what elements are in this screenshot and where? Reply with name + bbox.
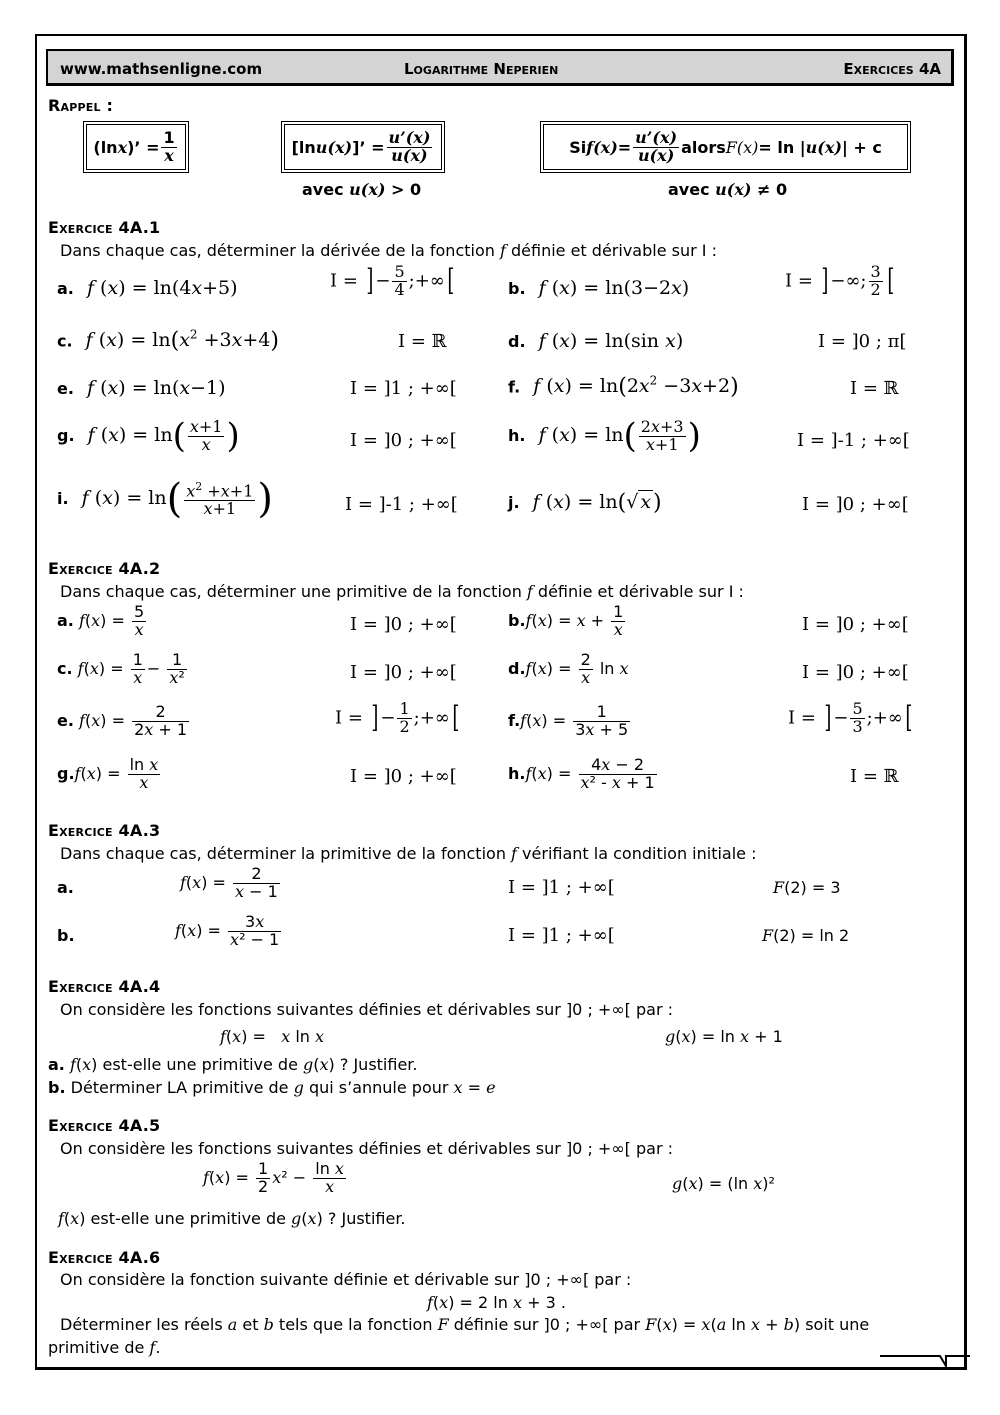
f3-rest: = ln | bbox=[758, 137, 806, 157]
ex2-d-label: d. bbox=[508, 658, 526, 678]
ex1-item-a: a. f (x) = ln(4x+5) bbox=[57, 277, 238, 299]
ex1-item-g: g. f (x) = ln( $\frac{x+1}{x}$ ) bbox=[57, 416, 240, 456]
f3-ux: u(x) bbox=[805, 137, 842, 157]
ex3-a-interval: I = ]1 ; +∞[ bbox=[508, 877, 615, 898]
f3-fx: f(x) bbox=[586, 137, 618, 157]
page-corner-mark bbox=[880, 1354, 970, 1368]
f2-x: (x) bbox=[327, 137, 353, 157]
ex2-c-interval: I = ]0 ; +∞[ bbox=[350, 662, 457, 683]
f1-fraction bbox=[161, 127, 176, 165]
ex5-g-def: g(x) = (ln x)² bbox=[672, 1174, 775, 1193]
ex2-f-label: f. bbox=[508, 710, 521, 730]
ex1-i-interval: I = ]-1 ; +∞[ bbox=[345, 494, 458, 515]
ex1-i-label: i. bbox=[57, 489, 69, 508]
f2-cond-post: > 0 bbox=[385, 180, 422, 199]
f2-fraction bbox=[387, 127, 433, 165]
rappel-formula-ln-u-derivative bbox=[284, 124, 442, 170]
ex3-intro-pre: Dans chaque cas, déterminer la primitive de la fonction bbox=[60, 844, 512, 863]
ex3-b-expr: f(x) = $\frac{3x}{\text{x² − 1}}$ bbox=[175, 912, 280, 949]
ex5-heading: Exercice 4A.5 bbox=[48, 1116, 161, 1135]
ex5-intro: On considère les fonctions suivantes définies et dérivables sur ]0 ; +∞[ par : bbox=[60, 1139, 673, 1158]
f3-cond-post: ≠ 0 bbox=[751, 180, 788, 199]
ex1-item-c: c. f $(x) = \ln(x^2 +3x+4)$ bbox=[57, 328, 279, 354]
ex3-heading: Exercice 4A.3 bbox=[48, 821, 161, 840]
ex6-f-def: f(x) = 2 ln x + 3 . bbox=[427, 1293, 566, 1312]
ex6-question-line2: primitive de f. bbox=[48, 1338, 161, 1357]
page-title: Logarithme Neperien bbox=[404, 60, 559, 78]
f3-fraction bbox=[633, 127, 679, 165]
ex3-b-label: b. bbox=[57, 926, 75, 945]
ex2-a-interval: I = ]0 ; +∞[ bbox=[350, 614, 457, 635]
ex1-h-interval: I = ]-1 ; +∞[ bbox=[797, 430, 910, 451]
ex3-intro-post: vérifiant la condition initiale : bbox=[516, 844, 757, 863]
ex1-a-interval: I = ] − $\frac{5}{4}$ ;+∞[ bbox=[330, 262, 455, 299]
ex2-item-a: a. f(x) = $\frac{5}{x}$ bbox=[57, 602, 145, 639]
ex2-intro-f: f bbox=[526, 582, 533, 601]
ex2-c-label: c. bbox=[57, 658, 73, 678]
ex1-j-label: j. bbox=[508, 493, 520, 512]
exercises-label: Exercices 4A bbox=[843, 60, 941, 78]
ex6-intro: On considère la fonction suivante définie et dérivable sur ]0 ; +∞[ par : bbox=[60, 1270, 632, 1289]
ex4-question-b: b. Déterminer LA primitive de g qui s’annule pour x = e bbox=[48, 1078, 496, 1097]
ex3-intro bbox=[60, 844, 757, 863]
ex5-question: f(x) est-elle une primitive de g(x) ? Justifier. bbox=[58, 1209, 406, 1228]
f2-den: u(x) bbox=[391, 145, 428, 165]
ex1-intro-post: définie et dérivable sur I : bbox=[505, 241, 717, 260]
f2-mid: ]’ = bbox=[352, 137, 385, 157]
ex1-f-label: f. bbox=[508, 377, 521, 397]
ex3-b-interval: I = ]1 ; +∞[ bbox=[508, 925, 615, 946]
ex2-item-c: c. f(x) = $\frac{1}{x}$ − $\frac{1}{\text{x²}}$ bbox=[57, 650, 185, 687]
ex2-d-interval: I = ]0 ; +∞[ bbox=[802, 662, 909, 683]
ex1-item-d: d. f (x) = ln(sin x) bbox=[508, 330, 684, 352]
sr-only-text bbox=[0, 0, 1, 1]
ex1-intro-pre: Dans chaque cas, déterminer la dérivée de la fonction bbox=[60, 241, 500, 260]
f2-cond-math: u(x) bbox=[349, 180, 386, 199]
rappel-heading: Rappel : bbox=[48, 96, 114, 115]
ex1-g-label: g. bbox=[57, 426, 75, 445]
f3-alors: alors bbox=[681, 137, 726, 157]
ex1-d-label: d. bbox=[508, 332, 526, 351]
ex2-item-e: e. f(x) = $\frac{2}{2x + 1}$ bbox=[57, 702, 188, 739]
ex4-intro: On considère les fonctions suivantes définies et dérivables sur ]0 ; +∞[ par : bbox=[60, 1000, 673, 1019]
ex4-g-def: g(x) = ln x + 1 bbox=[665, 1027, 783, 1046]
ex1-b-label: b. bbox=[508, 279, 526, 298]
ex1-item-h: h. f (x) = ln( $\frac{2x+3}{x+1}$ ) bbox=[508, 416, 701, 456]
ex1-intro-f: f bbox=[499, 241, 506, 260]
ex1-e-interval: I = ]1 ; +∞[ bbox=[350, 378, 457, 399]
ex2-b-interval: I = ]0 ; +∞[ bbox=[802, 614, 909, 635]
ex3-a-condition: F(2) = 3 bbox=[773, 878, 841, 897]
ex2-item-g: g.f(x) = $\frac{\text{ln x}}{x}$ bbox=[57, 755, 159, 792]
ex1-item-i: i. f (x) = ln( $\frac{x^2 +x+1}{x+1}$ ) bbox=[57, 476, 273, 522]
f3-condition bbox=[668, 180, 787, 199]
ex4-qb-label: b. bbox=[48, 1078, 66, 1097]
ex1-j-interval: I = ]0 ; +∞[ bbox=[802, 494, 909, 515]
ex1-item-f: f. f $(x) = \ln(2x^2 -3x+2)$ bbox=[508, 374, 739, 400]
ex1-item-j: j. f (x) = ln(√ x) bbox=[508, 490, 662, 516]
f3-pre: Si bbox=[569, 137, 587, 157]
ex6-heading: Exercice 4A.6 bbox=[48, 1248, 161, 1267]
ex2-a-label: a. bbox=[57, 610, 74, 630]
f2-num: u’(x) bbox=[388, 127, 431, 147]
ex3-intro-f: f bbox=[511, 844, 517, 863]
f3-num: u’(x) bbox=[635, 127, 678, 147]
ex2-intro-pre: Dans chaque cas, déterminer une primitive de la fonction bbox=[60, 582, 527, 601]
f1-den: x bbox=[164, 145, 174, 165]
ex3-a-label: a. bbox=[57, 878, 74, 897]
ex1-c-interval: I = ℝ bbox=[398, 331, 447, 352]
f2-u: u bbox=[315, 137, 328, 157]
ex2-item-h: h.f(x) = $\frac{4x - 2}{\text{x² - x + 1}}$ bbox=[508, 755, 655, 792]
ex2-item-f: f.f(x) = $\frac{1}{3x + 5}$ bbox=[508, 702, 629, 739]
ex5-f-def: f(x) = $\frac{1}{2}$ x² − $\frac{\text{ln x}}{x}$ bbox=[203, 1159, 344, 1196]
ex1-e-label: e. bbox=[57, 379, 74, 398]
ex4-f-def: f(x) = x ln x bbox=[220, 1027, 325, 1046]
page-header bbox=[46, 49, 954, 86]
ex1-intro bbox=[60, 241, 717, 260]
ex2-intro bbox=[60, 582, 744, 601]
ex1-b-interval: I = ] −∞; $\frac{3}{2}$ [ bbox=[785, 262, 895, 299]
ex2-e-interval: I = ] − $\frac{1}{2}$ ;+∞[ bbox=[335, 699, 460, 736]
ex4-qa-label: a. bbox=[48, 1055, 65, 1074]
ex1-f-interval: I = ℝ bbox=[850, 378, 899, 399]
ex2-heading: Exercice 4A.2 bbox=[48, 559, 161, 578]
f3-Fx: F(x) bbox=[725, 137, 759, 157]
f3-eq: = bbox=[617, 137, 632, 157]
ex2-g-label: g. bbox=[57, 763, 75, 783]
ex6-question-line1: Déterminer les réels a et b tels que la fonction F définie sur ]0 ; +∞[ par F(x) = x(a ln x + b) soit une bbox=[60, 1315, 870, 1334]
ex1-c-label: c. bbox=[57, 331, 73, 351]
site-url: www.mathsenligne.com bbox=[60, 60, 263, 78]
ex1-h-label: h. bbox=[508, 426, 526, 445]
ex2-intro-post: définie et dérivable sur I : bbox=[532, 582, 744, 601]
ex1-item-e: e. f (x) = ln(x−1) bbox=[57, 377, 226, 399]
f1-mid: )’ = bbox=[127, 137, 160, 157]
f3-den: u(x) bbox=[637, 145, 675, 165]
sr-ex1-a-expr bbox=[0, 0, 1, 1]
ex1-d-interval: I = ]0 ; π[ bbox=[818, 331, 907, 352]
ex3-a-expr: f(x) = $\frac{2}{x - 1}$ bbox=[180, 864, 278, 901]
rappel-formula-primitive bbox=[543, 124, 908, 170]
rappel-formula-ln-derivative bbox=[86, 124, 186, 170]
f2-left: [ln bbox=[291, 137, 316, 157]
f1-left: (ln bbox=[93, 137, 118, 157]
ex2-b-label: b. bbox=[508, 610, 526, 630]
ex1-item-b: b. f (x) = ln(3−2x) bbox=[508, 277, 690, 299]
ex2-g-interval: I = ]0 ; +∞[ bbox=[350, 766, 457, 787]
ex1-a-label: a. bbox=[57, 279, 74, 298]
ex2-h-interval: I = ℝ bbox=[850, 766, 899, 787]
ex1-g-interval: I = ]0 ; +∞[ bbox=[350, 430, 457, 451]
f2-condition bbox=[302, 180, 421, 199]
ex2-e-label: e. bbox=[57, 710, 74, 730]
ex3-b-condition: F(2) = ln 2 bbox=[762, 926, 850, 945]
f3-cond-math: u(x) bbox=[715, 180, 752, 199]
f1-num: 1 bbox=[163, 127, 175, 147]
f2-cond-pre: avec bbox=[302, 180, 350, 199]
f1-x: x bbox=[117, 137, 128, 157]
f3-cond-pre: avec bbox=[668, 180, 716, 199]
ex4-heading: Exercice 4A.4 bbox=[48, 977, 161, 996]
ex1-heading: Exercice 4A.1 bbox=[48, 218, 161, 237]
ex2-item-d: d.f(x) = $\frac{2}{x}$ ln x bbox=[508, 650, 629, 687]
f3-end: | + c bbox=[841, 137, 882, 157]
ex4-question-a: a. f(x) est-elle une primitive de g(x) ? Justifier. bbox=[48, 1055, 418, 1074]
ex2-item-b: b.f(x) = x + $\frac{1}{x}$ bbox=[508, 602, 624, 639]
ex2-f-interval: I = ] − $\frac{5}{3}$ ;+∞[ bbox=[788, 699, 913, 736]
ex2-h-label: h. bbox=[508, 763, 526, 783]
